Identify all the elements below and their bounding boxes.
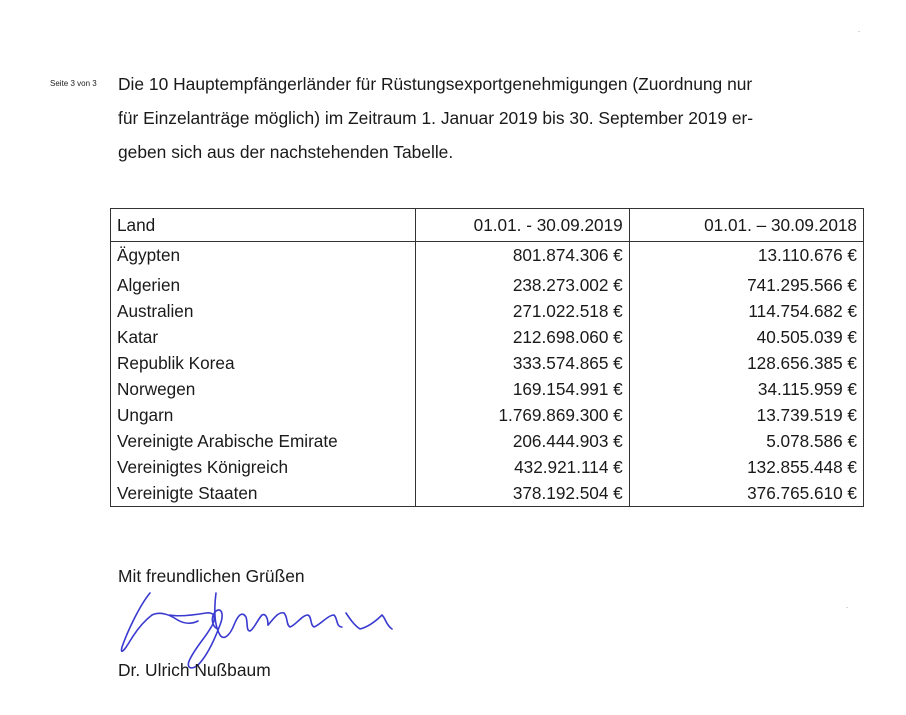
cell-land: Republik Korea [111, 350, 416, 376]
cell-value-2019: 333.574.865 € [415, 350, 629, 376]
table-row [111, 350, 864, 376]
cell-value-2019: 432.921.114 € [415, 454, 629, 480]
intro-line-1: Die 10 Hauptempfängerländer für Rüstungsexportgenehmigungen (Zuordnung nur [118, 74, 753, 94]
cell-value-2018: 5.078.586 € [629, 428, 863, 454]
cell-value-2018: 34.115.959 € [629, 376, 863, 402]
table-header-row [111, 209, 864, 242]
table-row [111, 324, 864, 350]
cell-land: Vereinigte Arabische Emirate [111, 428, 416, 454]
cell-value-2018: 13.739.519 € [629, 402, 863, 428]
header-period-2018: 01.01. – 30.09.2018 [629, 209, 863, 242]
header-land: Land [111, 209, 416, 242]
cell-value-2019: 206.444.903 € [415, 428, 629, 454]
cell-value-2019: 378.192.504 € [415, 480, 629, 507]
scan-speck [858, 31, 860, 32]
cell-land: Ungarn [111, 402, 416, 428]
cell-value-2018: 13.110.676 € [629, 242, 863, 269]
table-row [111, 376, 864, 402]
cell-value-2018: 132.855.448 € [629, 454, 863, 480]
intro-paragraph [118, 67, 878, 169]
table-row [111, 454, 864, 480]
cell-value-2019: 271.022.518 € [415, 298, 629, 324]
table-row [111, 402, 864, 428]
cell-land: Katar [111, 324, 416, 350]
cell-value-2019: 801.874.306 € [415, 242, 629, 269]
cell-land: Norwegen [111, 376, 416, 402]
cell-land: Vereinigtes Königreich [111, 454, 416, 480]
cell-land: Vereinigte Staaten [111, 480, 416, 507]
cell-value-2019: 169.154.991 € [415, 376, 629, 402]
intro-line-3: geben sich aus der nachstehenden Tabelle. [118, 142, 454, 162]
header-period-2019: 01.01. - 30.09.2019 [415, 209, 629, 242]
cell-value-2018: 40.505.039 € [629, 324, 863, 350]
signer-name: Dr. Ulrich Nußbaum [118, 660, 271, 680]
table-row [111, 298, 864, 324]
scan-speck [846, 607, 848, 608]
closing-salutation: Mit freundlichen Grüßen [118, 566, 305, 586]
cell-land: Algerien [111, 268, 416, 298]
cell-value-2018: 128.656.385 € [629, 350, 863, 376]
table-row [111, 268, 864, 298]
table-row [111, 428, 864, 454]
table-row [111, 480, 864, 507]
cell-value-2018: 114.754.682 € [629, 298, 863, 324]
cell-value-2018: 376.765.610 € [629, 480, 863, 507]
table-row [111, 242, 864, 269]
intro-line-2: für Einzelanträge möglich) im Zeitraum 1. Januar 2019 bis 30. September 2019 er- [118, 108, 754, 128]
page-label: Seite 3 von 3 [50, 79, 97, 88]
cell-land: Ägypten [111, 242, 416, 269]
cell-value-2019: 1.769.869.300 € [415, 402, 629, 428]
cell-value-2019: 212.698.060 € [415, 324, 629, 350]
export-table [110, 208, 864, 507]
cell-value-2019: 238.273.002 € [415, 268, 629, 298]
cell-land: Australien [111, 298, 416, 324]
cell-value-2018: 741.295.566 € [629, 268, 863, 298]
